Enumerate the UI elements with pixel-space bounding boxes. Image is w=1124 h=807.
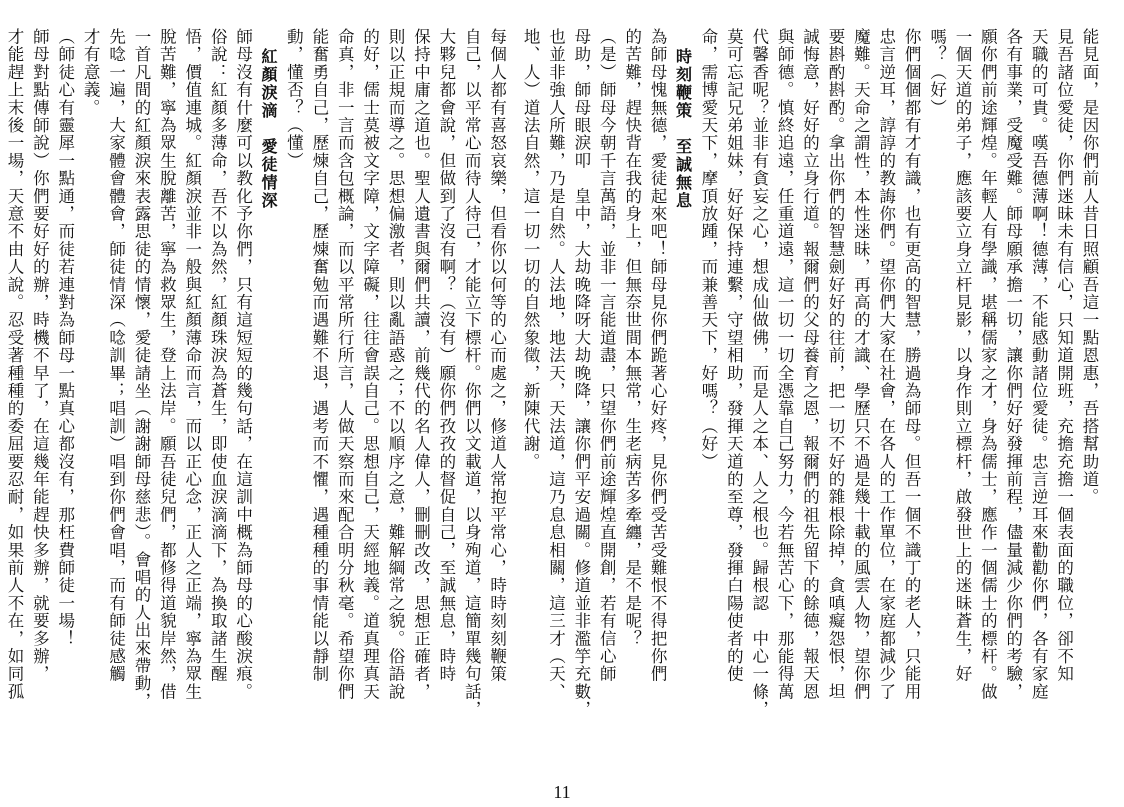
text-column: 自己，以平常心而待人待己，才能立下標杆。你們以文載道，以身殉道，這簡單幾句話， xyxy=(462,28,482,719)
text-column: 各有事業，受魔受難。師母願承擔一切，讓你們好好發揮前程，儘量減少你們的考驗， xyxy=(1003,28,1023,701)
text-column: 一個天道的弟子，應該要立身立杆見影，以身作則立標杆，啟發世上的迷昧蒼生，好 xyxy=(952,28,972,683)
text-column: 為師母愧無德，愛徒起來吧！師母見你們跪著心好疼，見你們受苦受難恨不得把你們 xyxy=(648,28,668,683)
section-heading: 時刻鞭策 至誠無息 xyxy=(673,48,693,210)
text-column: 動，懂否？（懂） xyxy=(284,28,304,170)
text-column: 師母沒有什麼可以教化予你們，只有這短短的幾句話，在這訓中概為師母的心酸淚痕。 xyxy=(233,28,253,701)
text-column: 魔難。天命之謂性，本性迷昧，再高的才識、學歷只不過是幾十載的風雲人物，望你們 xyxy=(851,28,871,701)
section-heading: 紅顏淚滴 愛徒情深 xyxy=(259,48,278,210)
text-column: 願你們前途輝煌。年輕人有學識，堪稱儒家之才，身為儒士，應作一個儒士的標杆。做 xyxy=(978,28,998,701)
text-column: 的好，儒士莫被文字障，文字障礙，往往會誤自己。思想自己，天經地義。道真理真天 xyxy=(360,28,380,701)
text-column: 與師德。慎終追遠，任重道遠，這一切一切全憑靠自己努力，今若無苦心下，那能得萬 xyxy=(775,28,795,701)
text-column: 每個人都有喜怒哀樂，但看你以何等的心而處之，修道人常抱平常心，時時刻刻鞭策 xyxy=(487,28,507,683)
text-column: 代馨香呢？並非有貪妄之心，想成仙做佛，而是人之本、人之根也。歸根認 中心一條， xyxy=(749,28,769,719)
text-column: 悟，價值連城。紅顏淚並非一般與紅顏薄命而言，而以正心念，正人之正端，寧為眾生 xyxy=(182,28,202,701)
page-number: 11 xyxy=(553,782,571,802)
text-column: 天職的可貴。嘆吾德薄啊！德薄，不能感動諸位愛徒。忠言逆耳來勸勸你們，各有家庭 xyxy=(1029,28,1049,701)
text-column: 保持中庸之道也。聖人遺書與爾們共讀，前幾代的名人偉人，刪刪改改，思想正確者， xyxy=(411,28,431,701)
text-column: 師母對點傳師說）你們要好好的辦，時機不早了，在這幾年能趕快多辦，就要多辦， xyxy=(30,28,50,683)
text-column: 先唸一遍，大家體會體會，師徒情深（唸訓畢；唱訓）唱到你們會唱，而有師徒感觸 xyxy=(106,28,126,683)
text-column: 則以正規而導之。思想偏激者，則以亂語惑之；不以順序之意，難解綱常之貌。俗語說 xyxy=(386,28,406,701)
text-column: 能見面，是因你們前人昔日照顧吾這一點恩惠，吾搭幫助道。 xyxy=(1080,28,1099,506)
text-column: 誠悔意，好好的立身行道。報爾們的父母養育之恩，報爾們的祖先留下的餘德，報天恩 xyxy=(800,28,820,701)
text-column: 能奮勇自己，歷煉自己，歷煉奮勉而遇難不退，遇考而不懼，遇種種的事情能以靜制 xyxy=(309,28,329,683)
text-column: 大夥兒都會說，但做到了沒有啊？（沒有）願你們孜孜的督促自己，至誠無息，時時 xyxy=(436,28,456,683)
text-column: 地、人）道法自然，這一切一切的自然象徵，新陳代謝。 xyxy=(521,28,541,471)
text-column: 才能趕上末後一場，天意不由人說。忍受著種種的委屈要忍耐，如果前人不在，如同孤 xyxy=(4,28,24,701)
text-column: 莫可忘記兄弟姐妹，好好保持連繫，守望相助，發揮天道的至尊，發揮白陽使者的使 xyxy=(724,28,744,683)
text-column: 一首凡間的紅顏淚來表露思徒的情懷，愛徒請坐（謝謝師母慈悲）。會唱的人出來帶動， xyxy=(131,28,151,711)
text-column: 的苦難，趕快背在我的身上，但無奈世間本無常，生老病苦多牽纏，是不是呢？ xyxy=(622,28,642,648)
text-column: 脫苦難，寧為眾生脫離苦，寧為救眾生，登上法岸。願吾徒兒們，都修得道貌岸然，借 xyxy=(157,28,177,701)
text-column: 也並非強人所難，乃是自然。人法地，地法天，天法道，這乃息息相關，這三才（天、 xyxy=(546,28,566,701)
text-column: 命真，非一言而含包概論，而以平常所行所言，人做天察而來配合明分秋毫。希望你們 xyxy=(335,28,355,701)
column-spacer xyxy=(510,28,518,768)
text-column: （師徒心有靈犀一點通，而徒若連對為師母一點真心都沒有，那枉費師徒一場！ xyxy=(55,28,75,648)
vertical-text-body xyxy=(4,28,1102,768)
text-column: 俗說：紅顏多薄命，吾不以為然，紅顏珠淚為蒼生，即使血淚滴滴下，為換取諸生醒 xyxy=(208,28,228,683)
text-column: 忠言逆耳，諄諄的教誨你們。望你們大家在社會，在各人的工作單位，在家庭都減少了 xyxy=(876,28,896,701)
text-column: （是）師母今朝千言萬語，並非一言能道盡，只望你們前途輝煌直開創，若有信心師 xyxy=(597,28,617,683)
text-column: 才有意義。 xyxy=(81,28,101,117)
text-column: 你們個個都有才有識，也有更高的智慧，勝過為師母。但吾一個不識丁的老人，只能用 xyxy=(902,28,922,701)
text-column: 見吾諸位愛徒，你們迷昧未有信心，只知道開班，充擔充擔一個表面的職位，卻不知 xyxy=(1054,28,1074,683)
text-column: 要斟酌斟酌。拿出你們的智慧劍好好的往前，把一切不好的雜根除掉，貪嗔癡怨恨，坦 xyxy=(825,28,845,701)
text-column: 母助，師母眼淚叩 皇中，大劫晚降呀大劫晚降，讓你們平安過關。修道並非濫竽充數， xyxy=(571,28,591,719)
text-column: 命，需博愛天下，摩頂放踵，而兼善天下，好嗎？（好） xyxy=(698,28,718,471)
text-column: 嗎？（好） xyxy=(927,28,947,117)
